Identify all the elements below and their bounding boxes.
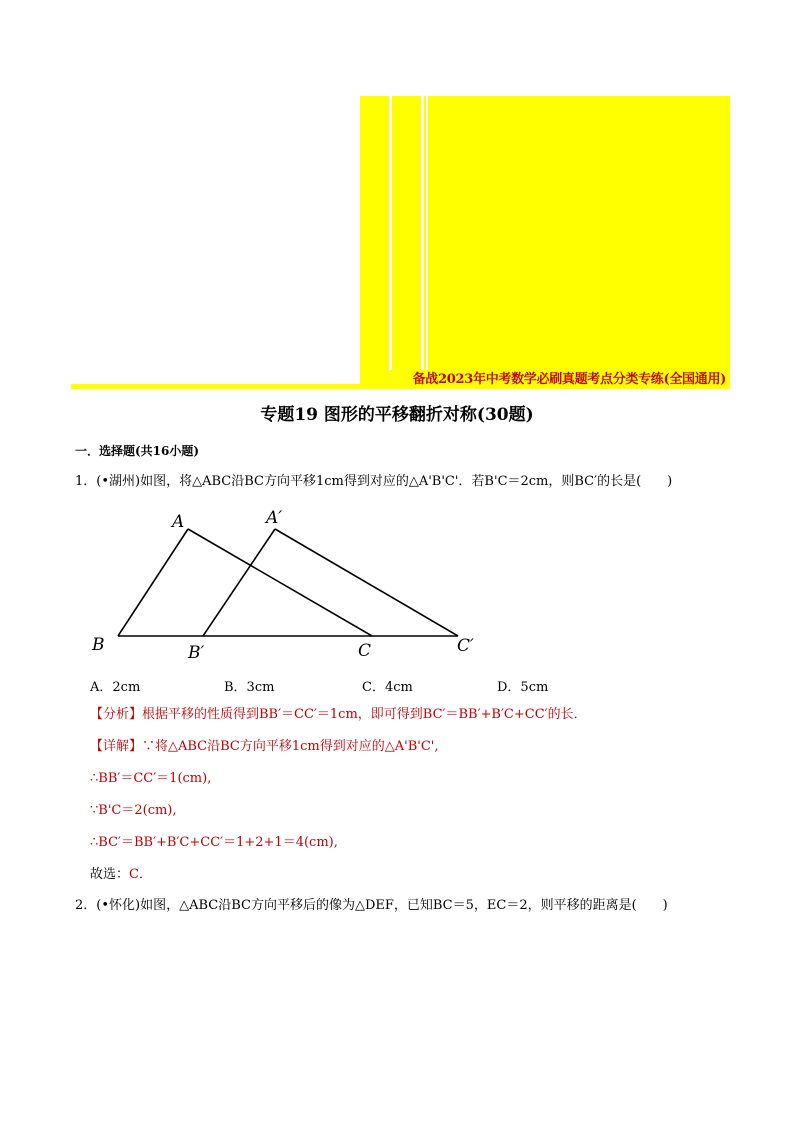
option-d: D．5cm: [497, 680, 549, 695]
banner-yellow-block: [360, 96, 730, 384]
question-2-stem: 2．(•怀化)如图，△ABC沿BC方向平移后的像为△DEF，已知BC＝5，EC＝2，则平移的距离是( ): [75, 898, 668, 913]
question-1-figure: [80, 500, 500, 665]
label-a: A: [172, 512, 185, 532]
segment-ac: [188, 529, 372, 636]
banner-caption: 备战2023年中考数学必刷真题考点分类专练(全国通用): [412, 372, 726, 387]
solution-line-3: ∵B'C＝2(cm),: [90, 803, 177, 818]
banner-divider: [389, 96, 392, 370]
label-b: B: [92, 635, 105, 655]
segment-ab: [118, 529, 188, 636]
solution-line-2: ∴BB′＝CC′＝1(cm),: [90, 771, 212, 786]
analysis-text: 【分析】根据平移的性质得到BB′＝CC′＝1cm，即可得到BC′＝BB′+B′C+CC′的长．: [90, 707, 587, 722]
banner-divider: [426, 96, 428, 370]
segment-a-prime-b-prime: [203, 529, 275, 636]
banner-divider: [421, 96, 424, 370]
label-a-prime: A′: [266, 508, 283, 528]
option-c: C．4cm: [362, 680, 413, 695]
solution-line-1: 【详解】∵将△ABC沿BC方向平移1cm得到对应的△A'B'C',: [90, 739, 439, 754]
option-b: B．3cm: [224, 680, 275, 695]
answer-value: C．: [129, 867, 152, 882]
segment-a-prime-c-prime: [275, 529, 458, 636]
header-banner: [71, 96, 730, 390]
page-title: 专题19 图形的平移翻折对称(30题): [260, 405, 534, 425]
label-c: C: [358, 641, 372, 661]
label-b-prime: B′: [188, 643, 205, 663]
option-a: A．2cm: [90, 680, 141, 695]
section-heading: 一．选择题(共16小题): [75, 444, 200, 458]
solution-line-4: ∴BC′＝BB′+B′C+CC′＝1+2+1＝4(cm),: [90, 835, 338, 850]
question-1-stem: 1．(•湖州)如图，将△ABC沿BC方向平移1cm得到对应的△A'B'C'．若B'C＝2cm，则BC′的长是( ): [75, 474, 673, 489]
label-c-prime: C′: [457, 636, 474, 656]
answer-line: [90, 866, 152, 884]
answer-prefix: 故选：: [90, 867, 130, 882]
